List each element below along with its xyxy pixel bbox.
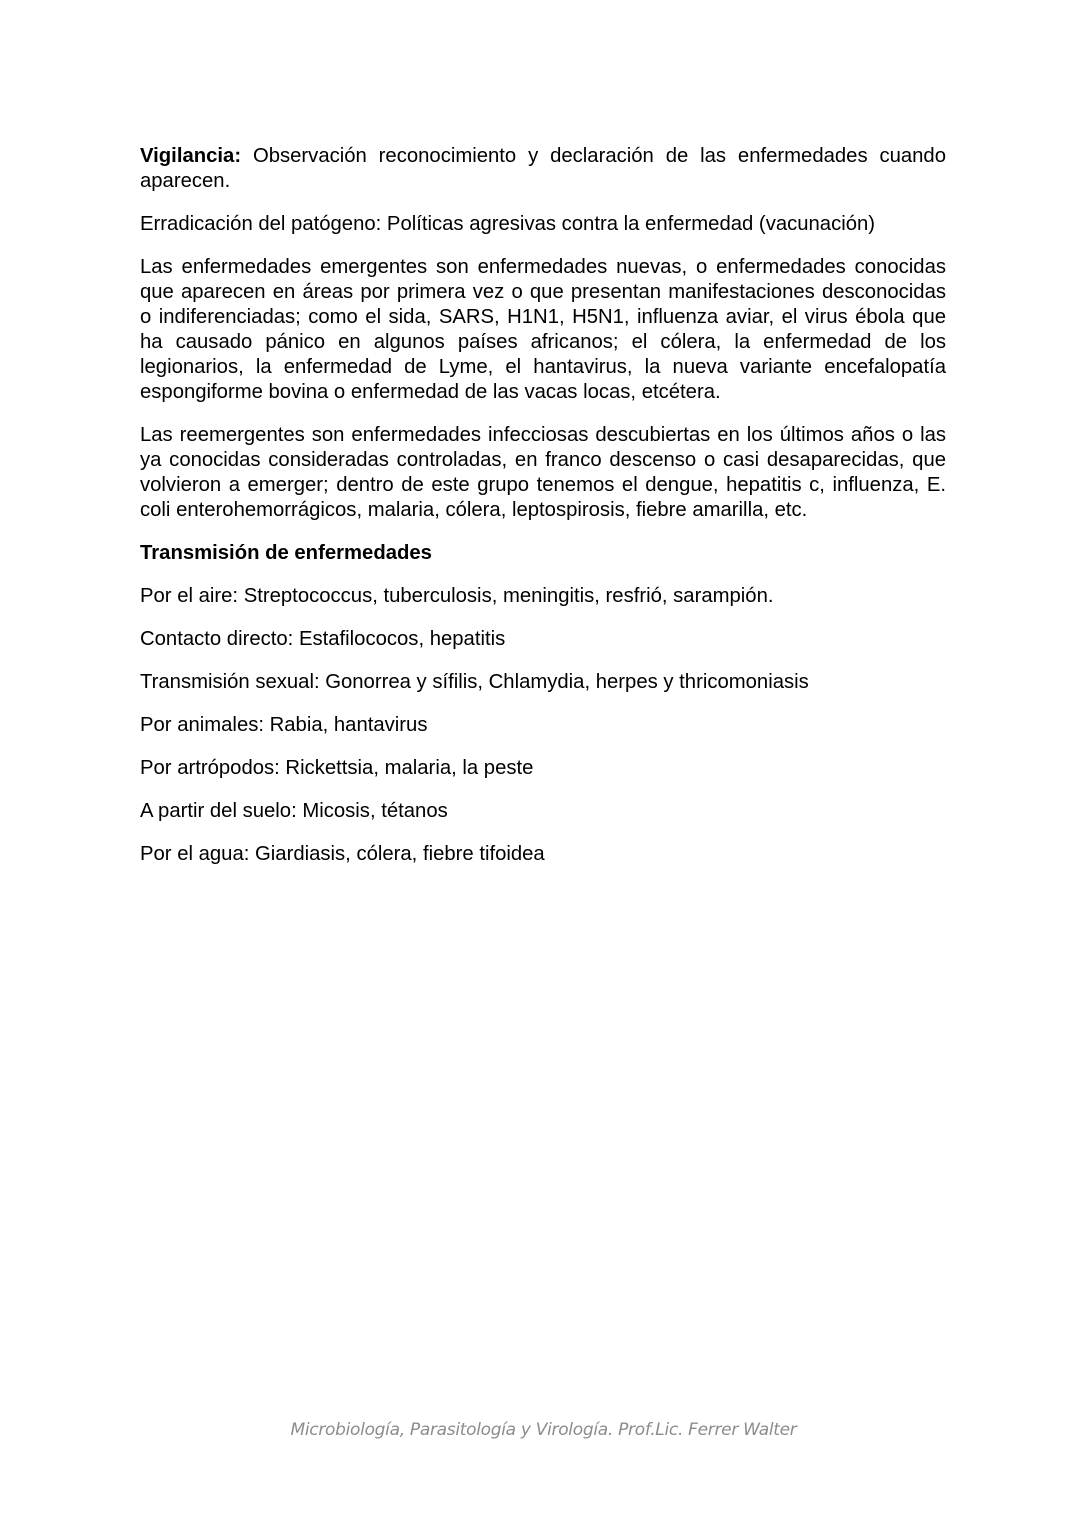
vigilancia-label: Vigilancia: bbox=[140, 145, 242, 167]
transmision-item-contacto: Contacto directo: Estafilococos, hepatitis bbox=[140, 628, 506, 650]
page-body bbox=[140, 144, 946, 885]
paragraph-erradicacion: Erradicación del patógeno: Políticas agresivas contra la enfermedad (vacunación) bbox=[140, 213, 876, 235]
vigilancia-text: Observación reconocimiento y declaración de las enfermedades cuando aparecen. bbox=[140, 145, 946, 192]
transmision-item-suelo: A partir del suelo: Micosis, tétanos bbox=[140, 800, 448, 822]
transmision-item-aire: Por el aire: Streptococcus, tuberculosis, meningitis, resfrió, sarampión. bbox=[140, 585, 774, 607]
paragraph-reemergentes: Las reemergentes son enfermedades infecciosas descubiertas en los últimos años o las ya conocidas consideradas controladas, en franco descenso o casi desaparecidas, que volvieron a emerger; dentro de este grupo tenemos el dengue, hepatitis c, influenza, E. coli enterohemorrágicos, malaria, cólera, leptospirosis, fiebre amarilla, etc. bbox=[140, 424, 946, 521]
transmision-item-animales: Por animales: Rabia, hantavirus bbox=[140, 714, 428, 736]
paragraph-vigilancia bbox=[140, 144, 946, 194]
paragraph-emergentes: Las enfermedades emergentes son enfermedades nuevas, o enfermedades conocidas que aparecen en áreas por primera vez o que presentan manifestaciones desconocidas o indiferenciadas; como el sida, SARS, H1N1, H5N1, influenza aviar, el virus ébola que ha causado pánico en algunos países africanos; el cólera, la enfermedad de los legionarios, la enfermedad de Lyme, el hantavirus, la nueva variante encefalopatía espongiforme bovina o enfermedad de las vacas locas, etcétera. bbox=[140, 256, 946, 403]
transmision-item-artropodos: Por artrópodos: Rickettsia, malaria, la peste bbox=[140, 757, 534, 779]
page-footer: Microbiología, Parasitología y Virología. Prof.Lic. Ferrer Walter bbox=[290, 1420, 797, 1440]
transmision-item-agua: Por el agua: Giardiasis, cólera, fiebre tifoidea bbox=[140, 843, 545, 865]
section-heading-transmision: Transmisión de enfermedades bbox=[140, 542, 432, 564]
transmision-item-sexual: Transmisión sexual: Gonorrea y sífilis, Chlamydia, herpes y thricomoniasis bbox=[140, 671, 809, 693]
